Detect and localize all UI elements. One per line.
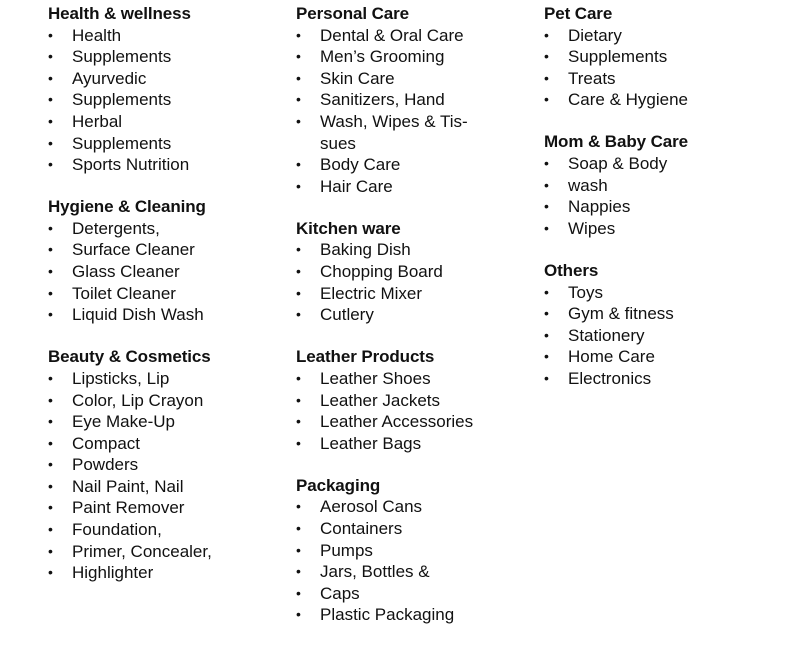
list-item-label: Treats bbox=[568, 68, 616, 88]
list-item bbox=[48, 497, 288, 519]
category-section-pet-care bbox=[544, 3, 784, 111]
list-item-label: Body Care bbox=[320, 155, 401, 175]
category-column-1 bbox=[48, 3, 288, 604]
bullet-icon: • bbox=[544, 91, 549, 108]
bullet-icon: • bbox=[544, 198, 549, 215]
list-item-label: Leather Bags bbox=[320, 433, 422, 453]
list-item bbox=[48, 454, 288, 476]
bullet-icon: • bbox=[296, 241, 301, 258]
list-item-label: Gym & fitness bbox=[568, 304, 674, 324]
list-item bbox=[296, 68, 536, 90]
bullet-icon: • bbox=[544, 69, 549, 86]
bullet-icon: • bbox=[296, 177, 301, 194]
section-heading: Packaging bbox=[296, 475, 381, 495]
category-section-packaging bbox=[296, 475, 536, 626]
list-item bbox=[544, 25, 784, 47]
bullet-icon: • bbox=[48, 456, 53, 473]
bullet-icon: • bbox=[296, 519, 301, 536]
list-item-label: Wipes bbox=[568, 218, 616, 238]
bullet-icon: • bbox=[544, 283, 549, 300]
bullet-icon: • bbox=[296, 498, 301, 515]
list-item-label: Home Care bbox=[568, 347, 655, 367]
list-item-label: Men’s Grooming bbox=[320, 47, 445, 67]
bullet-icon: • bbox=[48, 564, 53, 581]
list-item bbox=[48, 89, 288, 111]
list-item-label: Wash, Wipes & Tis- sues bbox=[320, 111, 468, 153]
list-item bbox=[296, 154, 536, 176]
bullet-icon: • bbox=[296, 26, 301, 43]
section-heading: Others bbox=[544, 260, 599, 280]
list-item bbox=[48, 519, 288, 541]
bullet-icon: • bbox=[544, 26, 549, 43]
bullet-icon: • bbox=[48, 156, 53, 173]
list-item-label: Health bbox=[72, 25, 122, 45]
section-heading: Beauty & Cosmetics bbox=[48, 347, 211, 367]
list-item bbox=[48, 411, 288, 433]
list-item bbox=[48, 154, 288, 176]
list-item-label: Sanitizers, Hand bbox=[320, 90, 445, 110]
list-item-label: Color, Lip Crayon bbox=[72, 390, 204, 410]
list-item-label: Herbal bbox=[72, 111, 123, 131]
list-item-label: Leather Jackets bbox=[320, 390, 441, 410]
list-item bbox=[544, 46, 784, 68]
list-item bbox=[296, 239, 536, 261]
category-list bbox=[296, 496, 536, 626]
list-item-label: Liquid Dish Wash bbox=[72, 305, 204, 325]
list-item bbox=[48, 476, 288, 498]
bullet-icon: • bbox=[296, 69, 301, 86]
section-heading: Health & wellness bbox=[48, 4, 191, 23]
list-item bbox=[296, 390, 536, 412]
list-item-label: Ayurvedic bbox=[72, 68, 147, 88]
bullet-icon: • bbox=[296, 112, 301, 129]
bullet-icon: • bbox=[48, 477, 53, 494]
category-list bbox=[296, 25, 536, 198]
list-item bbox=[48, 68, 288, 90]
list-item bbox=[296, 304, 536, 326]
list-item bbox=[48, 133, 288, 155]
list-item-label: Caps bbox=[320, 583, 360, 603]
category-section-kitchen-ware bbox=[296, 218, 536, 326]
section-heading: Pet Care bbox=[544, 4, 613, 23]
bullet-icon: • bbox=[48, 499, 53, 516]
bullet-icon: • bbox=[544, 348, 549, 365]
bullet-icon: • bbox=[296, 369, 301, 386]
list-item bbox=[48, 25, 288, 47]
list-item bbox=[296, 496, 536, 518]
list-item-label: Electric Mixer bbox=[320, 283, 423, 303]
category-section-beauty-cosmetics bbox=[48, 346, 288, 584]
list-item bbox=[48, 562, 288, 584]
list-item-label: Foundation, bbox=[72, 520, 162, 540]
list-item bbox=[296, 604, 536, 626]
list-item-label: wash bbox=[568, 175, 608, 195]
list-item bbox=[296, 25, 536, 47]
list-item-label: Nappies bbox=[568, 197, 631, 217]
list-item-label: Detergents, bbox=[72, 218, 160, 238]
list-item-label: Supplements bbox=[72, 47, 172, 67]
section-heading: Leather Products bbox=[296, 347, 435, 367]
list-item-label: Eye Make-Up bbox=[72, 412, 175, 432]
category-list bbox=[296, 239, 536, 325]
list-item bbox=[296, 561, 536, 583]
bullet-icon: • bbox=[296, 413, 301, 430]
category-list bbox=[48, 218, 288, 326]
bullet-icon: • bbox=[48, 263, 53, 280]
list-item bbox=[296, 89, 536, 111]
bullet-icon: • bbox=[48, 434, 53, 451]
list-item-label: Highlighter bbox=[72, 563, 154, 583]
list-item bbox=[48, 541, 288, 563]
category-list bbox=[48, 25, 288, 176]
list-item-label: Leather Shoes bbox=[320, 368, 431, 388]
list-item-label: Paint Remover bbox=[72, 498, 185, 518]
list-item bbox=[48, 368, 288, 390]
bullet-icon: • bbox=[296, 606, 301, 623]
list-item-label: Jars, Bottles & bbox=[320, 562, 430, 582]
list-item bbox=[544, 89, 784, 111]
list-item bbox=[544, 68, 784, 90]
category-section-others bbox=[544, 260, 784, 390]
bullet-icon: • bbox=[296, 91, 301, 108]
list-item bbox=[48, 111, 288, 133]
bullet-icon: • bbox=[544, 176, 549, 193]
bullet-icon: • bbox=[544, 326, 549, 343]
list-item bbox=[48, 46, 288, 68]
category-section-hygiene-cleaning bbox=[48, 196, 288, 326]
category-section-leather-products bbox=[296, 346, 536, 454]
list-item-label: Powders bbox=[72, 455, 139, 475]
list-item-label: Leather Accessories bbox=[320, 412, 474, 432]
category-list bbox=[544, 153, 784, 239]
list-item-label: Nail Paint, Nail bbox=[72, 476, 184, 496]
bullet-icon: • bbox=[48, 306, 53, 323]
list-item-label: Electronics bbox=[568, 368, 652, 388]
list-item bbox=[296, 111, 536, 154]
category-column-3 bbox=[544, 3, 784, 410]
list-item-label: Sports Nutrition bbox=[72, 155, 190, 175]
bullet-icon: • bbox=[48, 284, 53, 301]
list-item-label: Glass Cleaner bbox=[72, 262, 180, 282]
list-item-label: Compact bbox=[72, 433, 141, 453]
category-list bbox=[544, 25, 784, 111]
category-list bbox=[296, 368, 536, 454]
list-item-label: Lipsticks, Lip bbox=[72, 368, 170, 388]
list-item bbox=[48, 304, 288, 326]
bullet-icon: • bbox=[544, 155, 549, 172]
list-item bbox=[544, 196, 784, 218]
section-heading: Hygiene & Cleaning bbox=[48, 197, 206, 217]
list-item bbox=[544, 325, 784, 347]
list-item bbox=[296, 518, 536, 540]
list-item-label: Chopping Board bbox=[320, 262, 443, 282]
list-item bbox=[544, 175, 784, 197]
list-item-label: Stationery bbox=[568, 325, 645, 345]
list-item-label: Dental & Oral Care bbox=[320, 25, 464, 45]
bullet-icon: • bbox=[296, 284, 301, 301]
list-item-label: Plastic Packaging bbox=[320, 605, 455, 625]
list-item-label: Containers bbox=[320, 518, 403, 538]
bullet-icon: • bbox=[296, 584, 301, 601]
bullet-icon: • bbox=[296, 563, 301, 580]
list-item bbox=[544, 368, 784, 390]
list-item-label: Supplements bbox=[568, 47, 668, 67]
list-item bbox=[296, 433, 536, 455]
bullet-icon: • bbox=[544, 305, 549, 322]
list-item bbox=[48, 261, 288, 283]
list-item-label: Toys bbox=[568, 282, 603, 302]
list-item-label: Primer, Concealer, bbox=[72, 541, 212, 561]
bullet-icon: • bbox=[544, 369, 549, 386]
bullet-icon: • bbox=[296, 48, 301, 65]
bullet-icon: • bbox=[48, 542, 53, 559]
list-item bbox=[296, 368, 536, 390]
section-heading: Personal Care bbox=[296, 4, 410, 23]
list-item bbox=[48, 390, 288, 412]
bullet-icon: • bbox=[48, 521, 53, 538]
bullet-icon: • bbox=[296, 434, 301, 451]
list-item bbox=[544, 346, 784, 368]
bullet-icon: • bbox=[48, 69, 53, 86]
list-item bbox=[48, 433, 288, 455]
bullet-icon: • bbox=[48, 391, 53, 408]
section-heading: Mom & Baby Care bbox=[544, 132, 688, 152]
category-section-health-wellness bbox=[48, 3, 288, 176]
section-heading: Kitchen ware bbox=[296, 218, 401, 238]
category-list bbox=[48, 368, 288, 584]
category-column-2 bbox=[296, 3, 536, 646]
list-item-label: Supplements bbox=[72, 133, 172, 153]
list-item-label: Surface Cleaner bbox=[72, 240, 195, 260]
bullet-icon: • bbox=[48, 241, 53, 258]
list-item-label: Supplements bbox=[72, 90, 172, 110]
list-item bbox=[48, 239, 288, 261]
list-item-label: Soap & Body bbox=[568, 154, 668, 174]
list-item bbox=[544, 153, 784, 175]
list-item-label: Pumps bbox=[320, 540, 373, 560]
bullet-icon: • bbox=[48, 26, 53, 43]
bullet-icon: • bbox=[48, 112, 53, 129]
bullet-icon: • bbox=[48, 219, 53, 236]
list-item bbox=[296, 411, 536, 433]
list-item-label: Toilet Cleaner bbox=[72, 283, 176, 303]
list-item bbox=[296, 540, 536, 562]
list-item bbox=[544, 303, 784, 325]
list-item bbox=[48, 283, 288, 305]
list-item-label: Baking Dish bbox=[320, 240, 411, 260]
bullet-icon: • bbox=[296, 306, 301, 323]
bullet-icon: • bbox=[544, 219, 549, 236]
list-item bbox=[544, 218, 784, 240]
category-list bbox=[544, 282, 784, 390]
list-item-label: Care & Hygiene bbox=[568, 90, 689, 110]
bullet-icon: • bbox=[544, 48, 549, 65]
bullet-icon: • bbox=[48, 369, 53, 386]
list-item bbox=[544, 282, 784, 304]
list-item-label: Dietary bbox=[568, 25, 622, 45]
bullet-icon: • bbox=[296, 263, 301, 280]
category-section-mom-baby-care bbox=[544, 131, 784, 239]
list-item-label: Skin Care bbox=[320, 68, 395, 88]
list-item bbox=[296, 583, 536, 605]
bullet-icon: • bbox=[296, 541, 301, 558]
bullet-icon: • bbox=[48, 48, 53, 65]
bullet-icon: • bbox=[296, 391, 301, 408]
list-item bbox=[296, 283, 536, 305]
list-item bbox=[296, 46, 536, 68]
list-item bbox=[48, 218, 288, 240]
bullet-icon: • bbox=[296, 156, 301, 173]
list-item-label: Cutlery bbox=[320, 305, 374, 325]
list-item bbox=[296, 261, 536, 283]
list-item-label: Aerosol Cans bbox=[320, 497, 423, 517]
bullet-icon: • bbox=[48, 413, 53, 430]
list-item bbox=[296, 176, 536, 198]
bullet-icon: • bbox=[48, 91, 53, 108]
category-section-personal-care bbox=[296, 3, 536, 197]
bullet-icon: • bbox=[48, 134, 53, 151]
list-item-label: Hair Care bbox=[320, 176, 393, 196]
